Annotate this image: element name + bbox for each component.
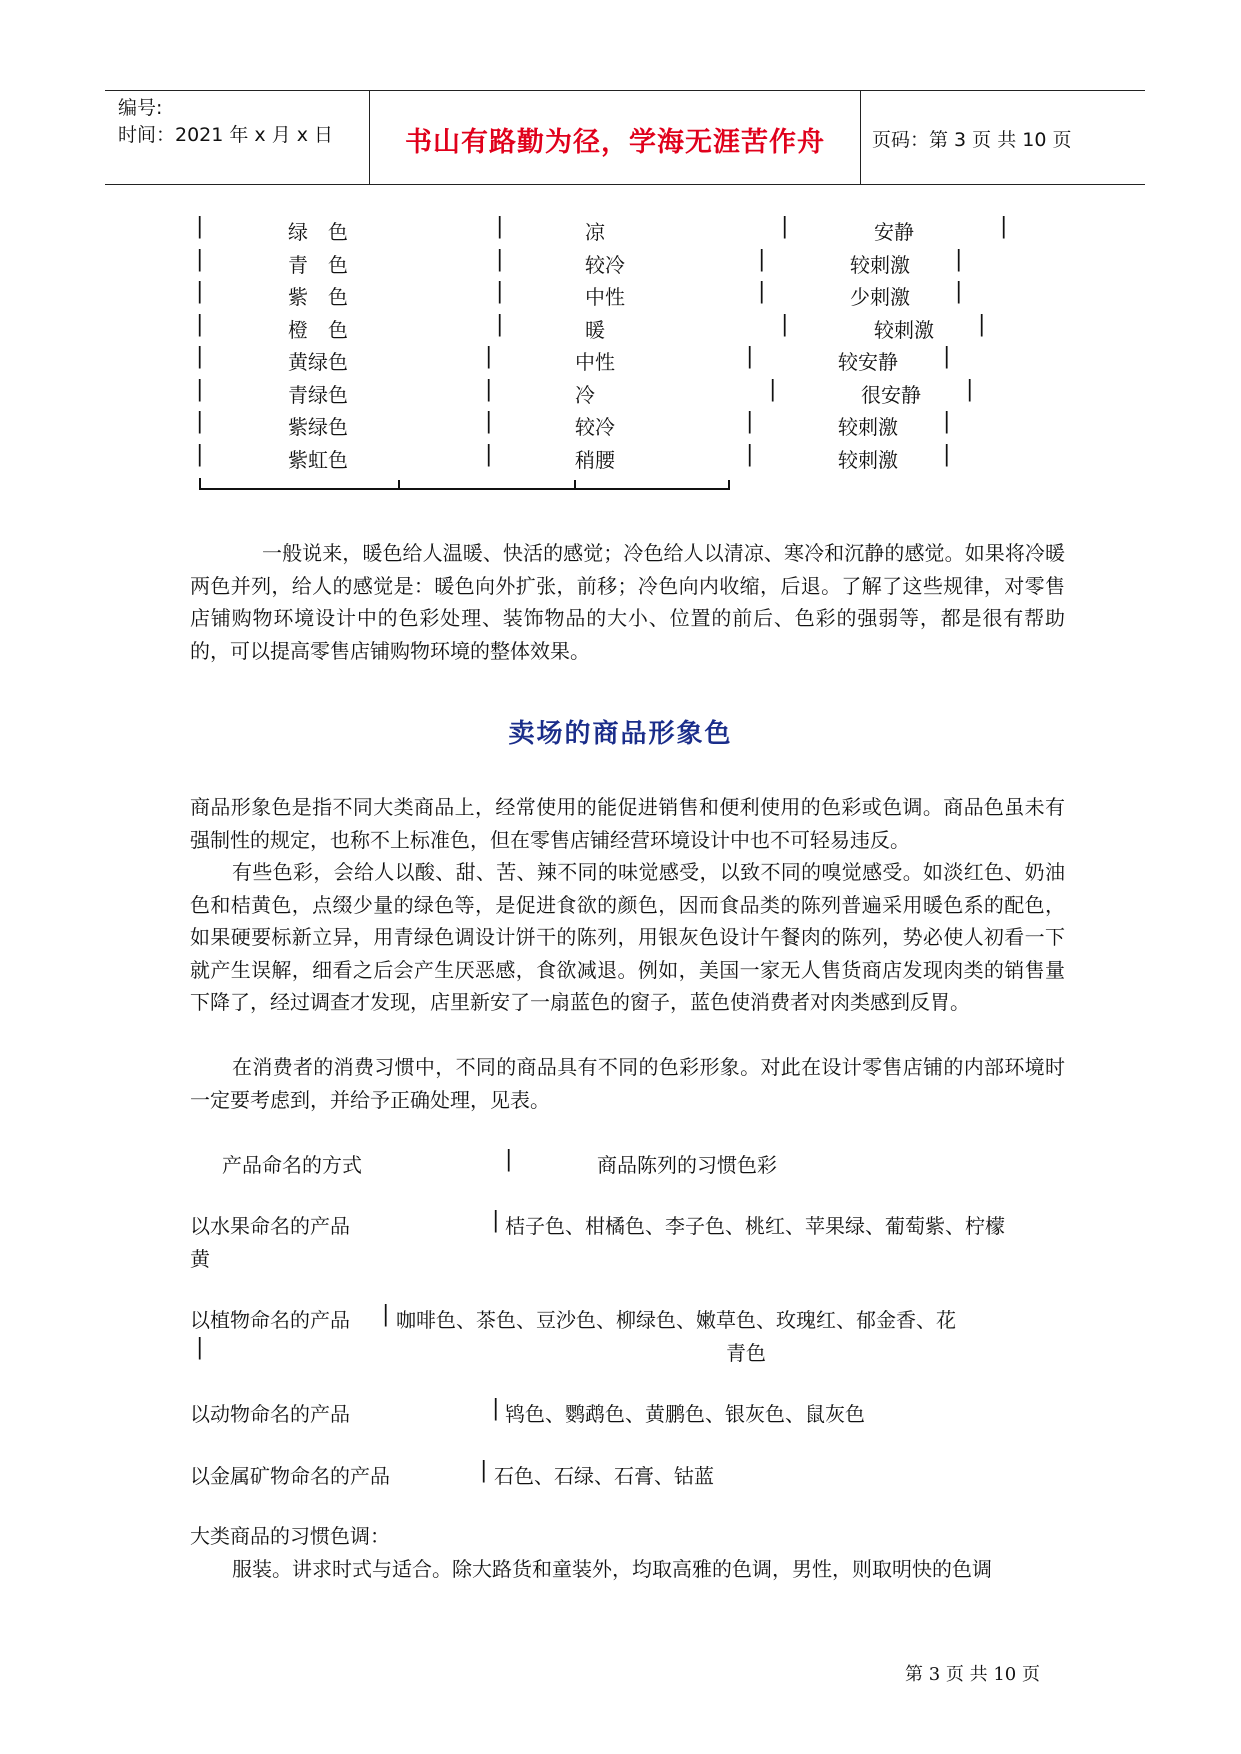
table-cell-temp: 凉 [585, 220, 605, 244]
table-border: | [196, 377, 204, 402]
table-border: | [496, 312, 504, 337]
table-border: | [196, 1335, 204, 1360]
row-colors-fruit: 桔子色、柑橘色、李子色、桃红、苹果绿、葡萄紫、柠檬 [505, 1214, 1005, 1238]
table-cell-color: 青 色 [288, 253, 348, 277]
row-colors-plant-cont: 青色 [726, 1341, 766, 1365]
table-cell-temp: 暖 [585, 318, 605, 342]
table-border: | [955, 247, 963, 272]
table-border: | [496, 247, 504, 272]
table-cell-feel: 较刺激 [874, 318, 934, 342]
table-border: | [196, 409, 204, 434]
table-border: | [492, 1208, 500, 1233]
table-cell-temp: 冷 [575, 383, 595, 407]
row-colors-fruit-cont: 黄 [190, 1247, 210, 1271]
table-border: | [943, 409, 951, 434]
table-border: | [196, 214, 204, 239]
table-border: | [196, 247, 204, 272]
table-border: | [496, 279, 504, 304]
table-border: | [746, 409, 754, 434]
table-border: | [505, 1147, 513, 1172]
paragraph-taste-perception: 有些色彩，会给人以酸、甜、苦、辣不同的味觉感受，以致不同的嗅觉感受。如淡红色、奶油色和桔黄色，点缀少量的绿色等，是促进食欲的颜色，因而食品类的陈列普遍采用暖色系的配色，如果硬要标新立异，用青绿色调设计饼干的陈列，用银灰色设计午餐肉的陈列，势必使人初看一下就产生误解，细看之后会产生厌恶感，食欲减退。例如，美国一家无人售货商店发现肉类的销售量下降了，经过调查才发现，店里新安了一扇蓝色的窗子，蓝色使消费者对肉类感到反胃。 [190, 860, 1065, 1014]
table-cell-color: 紫虹色 [288, 448, 348, 472]
row-label-mineral: 以金属矿物命名的产品 [190, 1464, 390, 1488]
table-border: | [758, 279, 766, 304]
header-motto: 书山有路勤为径，学海无涯苦作舟 [405, 127, 825, 158]
table-bottom-border [728, 480, 730, 490]
table-border: | [978, 312, 986, 337]
table-border: | [480, 1458, 488, 1483]
header-page-label: 页码：第 3 页 共 10 页 [872, 129, 1072, 151]
table-bottom-border [199, 488, 729, 490]
table-cell-color: 绿 色 [288, 220, 348, 244]
table-border: | [1000, 214, 1008, 239]
table-cell-color: 紫 色 [288, 285, 348, 309]
row-label-plant: 以植物命名的产品 [190, 1308, 350, 1332]
header-divider [860, 91, 861, 184]
table-border: | [758, 247, 766, 272]
table-border: | [955, 279, 963, 304]
table-border: | [781, 312, 789, 337]
table-cell-color: 紫绿色 [288, 415, 348, 439]
page-footer: 第 3 页 共 10 页 [905, 1664, 1040, 1685]
table-cell-color: 青绿色 [288, 383, 348, 407]
row-colors-mineral: 石色、石绿、石膏、钴蓝 [494, 1464, 714, 1488]
table-header-colors: 商品陈列的习惯色彩 [597, 1153, 777, 1177]
table-border: | [943, 344, 951, 369]
table-border: | [485, 377, 493, 402]
table-border: | [781, 214, 789, 239]
table-bottom-border [398, 480, 400, 490]
document-number-label: 编号: [118, 97, 163, 119]
table-border: | [485, 344, 493, 369]
table-cell-feel: 很安静 [861, 383, 921, 407]
table-cell-feel: 较刺激 [850, 253, 910, 277]
table-border: | [196, 442, 204, 467]
table-border: | [746, 344, 754, 369]
table-cell-color: 橙 色 [288, 318, 348, 342]
document-time-label: 时间：2021 年 x 月 x 日 [118, 124, 334, 146]
table-cell-temp: 中性 [575, 350, 615, 374]
row-colors-plant: 咖啡色、茶色、豆沙色、柳绿色、嫩草色、玫瑰红、郁金香、花 [396, 1308, 956, 1332]
table-cell-feel: 较刺激 [838, 415, 898, 439]
row-label-animal: 以动物命名的产品 [190, 1402, 350, 1426]
table-border: | [382, 1302, 390, 1327]
table-cell-feel: 较刺激 [838, 448, 898, 472]
table-border: | [196, 279, 204, 304]
table-border: | [485, 442, 493, 467]
table-cell-color: 黄绿色 [288, 350, 348, 374]
table-border: | [966, 377, 974, 402]
table-border: | [746, 442, 754, 467]
table-bottom-border [574, 480, 576, 490]
section-title: 卖场的商品形象色 [508, 719, 733, 749]
table-cell-feel: 较安静 [838, 350, 898, 374]
table-header-naming: 产品命名的方式 [222, 1153, 362, 1177]
table-cell-feel: 少刺激 [850, 285, 910, 309]
table-border: | [943, 442, 951, 467]
subheading-category-colors: 大类商品的习惯色调： [190, 1524, 390, 1548]
paragraph-clothing: 服装。讲求时式与适合。除大路货和童装外，均取高雅的色调，男性，则取明快的色调 [232, 1557, 992, 1581]
table-border: | [769, 377, 777, 402]
paragraph-consumer-habits: 在消费者的消费习惯中，不同的商品具有不同的色彩形象。对此在设计零售店铺的内部环境时一定要考虑到，并给予正确处理，见表。 [190, 1055, 1065, 1112]
table-cell-temp: 中性 [585, 285, 625, 309]
table-cell-temp: 较冷 [585, 253, 625, 277]
table-cell-temp: 较冷 [575, 415, 615, 439]
paragraph-color-perception: 一般说来，暖色给人温暖、快活的感觉；冷色给人以清凉、寒冷和沉静的感觉。如果将冷暖两色并列，给人的感觉是：暖色向外扩张，前移；冷色向内收缩，后退。了解了这些规律，对零售店铺购物环境设计中的色彩处理、装饰物品的大小、位置的前后、色彩的强弱等，都是很有帮助的，可以提高零售店铺购物环境的整体效果。 [190, 541, 1065, 663]
row-label-fruit: 以水果命名的产品 [190, 1214, 350, 1238]
table-border: | [496, 214, 504, 239]
table-border: | [492, 1396, 500, 1421]
table-cell-temp: 稍腰 [575, 448, 615, 472]
table-border: | [485, 409, 493, 434]
table-cell-feel: 安静 [874, 220, 914, 244]
table-border: | [196, 344, 204, 369]
paragraph-product-image-color: 商品形象色是指不同大类商品上，经常使用的能促进销售和便利使用的色彩或色调。商品色虽未有强制性的规定，也称不上标准色，但在零售店铺经营环境设计中也不可轻易违反。 [190, 795, 1065, 852]
row-colors-animal: 鸨色、鹦鹉色、黄鹏色、银灰色、鼠灰色 [505, 1402, 865, 1426]
table-border: | [196, 312, 204, 337]
